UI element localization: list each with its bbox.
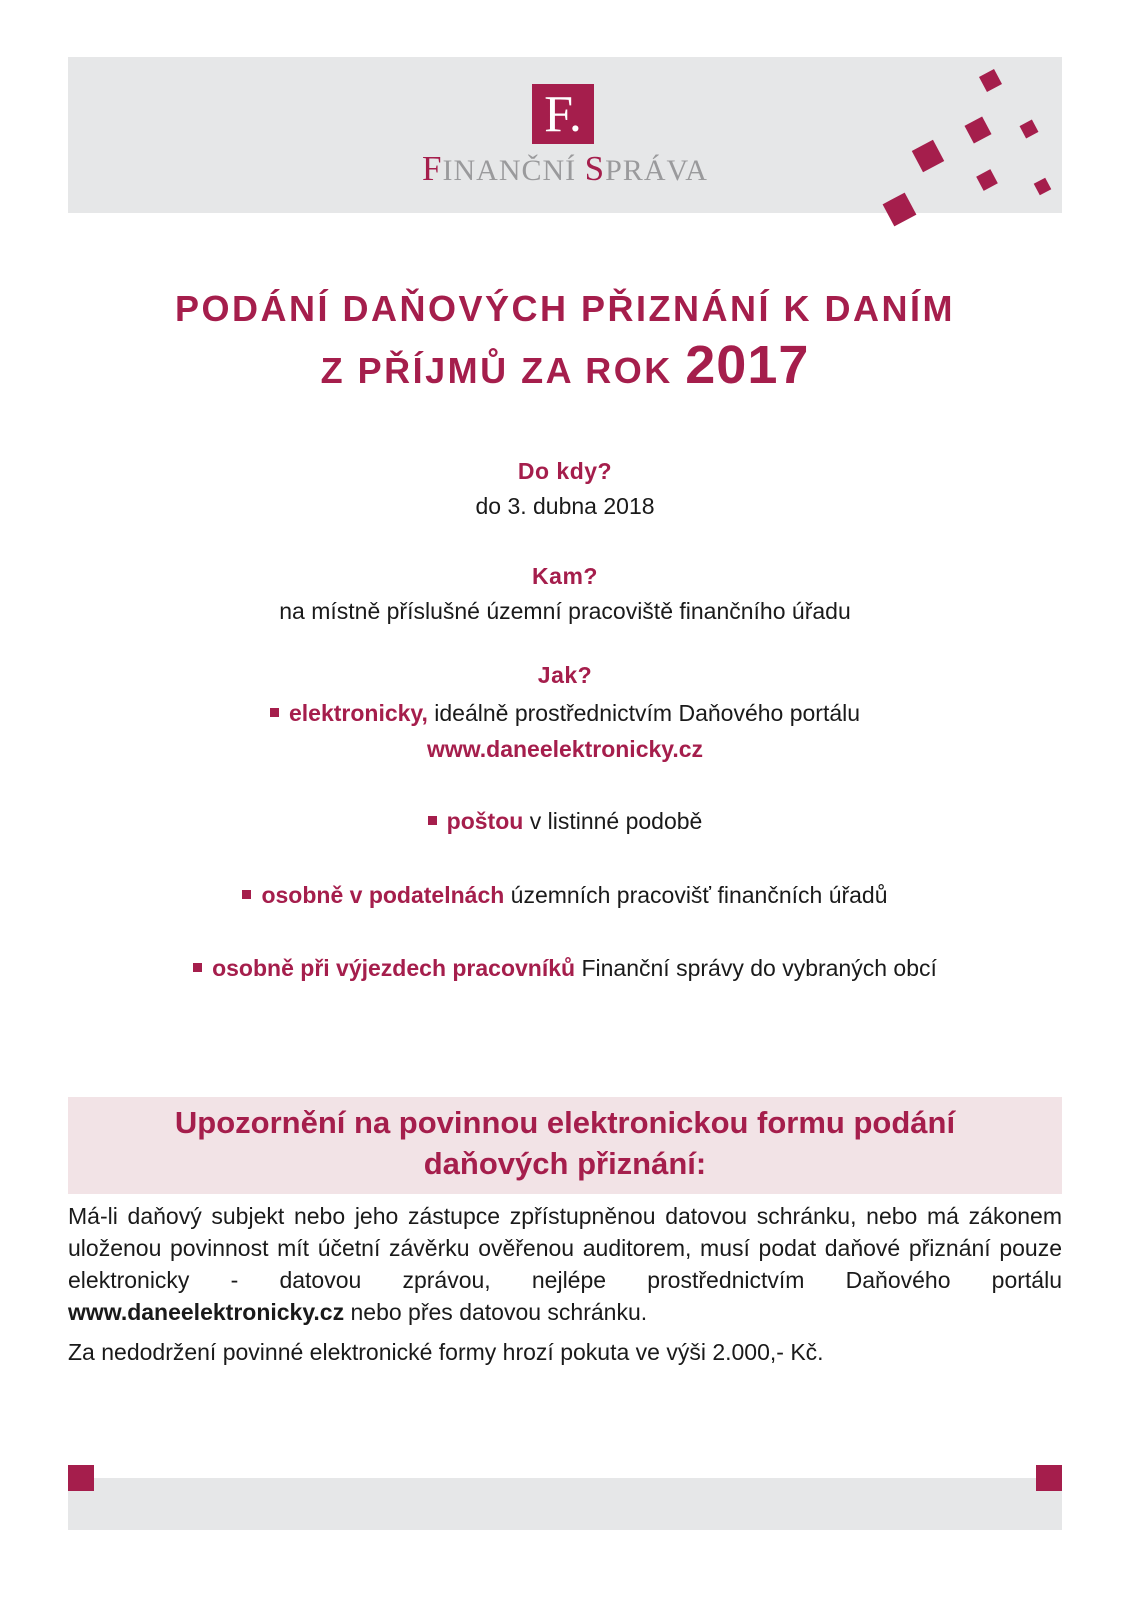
warning-title-line-2: daňových přiznání: (423, 1146, 707, 1181)
how-item-electronic (68, 700, 1062, 727)
warning-paragraph-text: Má-li daňový subjekt nebo jeho zástupce zpřístupněnou datovou schránku, nebo má zákonem uloženou povinnost mít účetní závěrku ověřenou auditorem, musí podat daňové přiznání pouze elektronicky - datovou zprávou, nejlépe prostřednictvím Daňového portálu (68, 1203, 1062, 1293)
when-question: Do kdy? (517, 458, 613, 484)
title-line-2-text: Z PŘÍJMŮ ZA ROK (320, 350, 673, 391)
page-title (68, 280, 1062, 399)
how-item-highlight: osobně při výjezdech pracovníků (212, 955, 576, 981)
footer-square-left-icon (68, 1465, 94, 1491)
section-where (68, 563, 1062, 625)
portal-link[interactable]: www.daneelektronicky.cz (426, 736, 704, 762)
how-item-link-row (68, 736, 1062, 763)
title-line-2 (68, 337, 1062, 399)
where-question: Kam? (532, 563, 598, 589)
how-item-in-person-visits (68, 955, 1062, 982)
how-item-text: Finanční správy do vybraných obcí (575, 955, 937, 981)
logo-wordmark (360, 149, 770, 189)
how-item-text: v listinné podobě (523, 808, 703, 834)
how-item-highlight: osobně v podatelnách (261, 882, 505, 908)
title-year: 2017 (685, 335, 810, 395)
title-line-1: PODÁNÍ DAŇOVÝCH PŘIZNÁNÍ K DANÍM (174, 288, 955, 329)
section-how (68, 662, 1062, 689)
logo-mark (532, 84, 594, 144)
square-bullet-icon (193, 963, 202, 972)
warning-paragraph-end: nebo přes datovou schránku. (344, 1299, 648, 1325)
penalty-paragraph: Za nedodržení povinné elektronické formy hrozí pokuta ve výši 2.000,- Kč. (68, 1339, 824, 1365)
logo-letter: F. (544, 86, 582, 143)
footer-square-right-icon (1036, 1465, 1062, 1491)
how-item-highlight: elektronicky, (288, 700, 428, 726)
footer-band (68, 1478, 1062, 1530)
logo-word-1-rest: INANČNÍ (442, 154, 585, 187)
when-answer: do 3. dubna 2018 (475, 493, 655, 519)
how-item-highlight: poštou (446, 808, 524, 834)
logo-word-2-rest: PRÁVA (605, 154, 708, 187)
warning-portal-link[interactable]: www.daneelektronicky.cz (68, 1299, 345, 1325)
how-item-text: územních pracovišť finančních úřadů (504, 882, 888, 908)
logo-initial-f: F (422, 149, 443, 188)
square-bullet-icon (270, 708, 279, 717)
logo-initial-s: S (584, 149, 606, 188)
how-item-text: ideálně prostřednictvím Daňového portálu (427, 700, 861, 726)
warning-title (68, 1102, 1062, 1184)
square-bullet-icon (242, 890, 251, 899)
section-when (68, 458, 1062, 520)
square-bullet-icon (428, 816, 437, 825)
where-answer: na místně příslušné územní pracoviště finančního úřadu (279, 598, 851, 624)
how-item-post (68, 808, 1062, 835)
how-question: Jak? (537, 662, 593, 688)
warning-paragraph (68, 1200, 1062, 1328)
how-item-in-person-office (68, 882, 1062, 909)
warning-title-line-1: Upozornění na povinnou elektronickou formu podání (174, 1105, 956, 1140)
